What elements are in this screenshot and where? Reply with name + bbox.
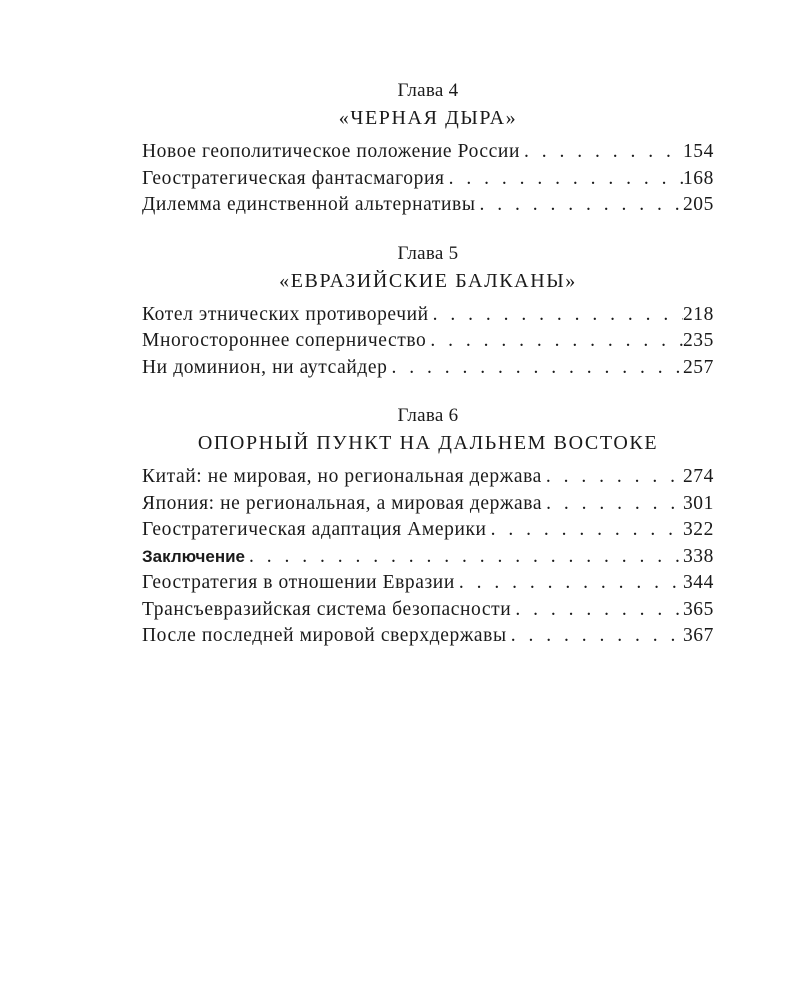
chapter-6 — [142, 403, 714, 650]
toc-entry — [142, 302, 714, 329]
toc-entry-title: Геостратегия в отношении Евразии — [142, 572, 455, 593]
chapter-label: Глава 5 — [397, 242, 459, 264]
chapter-title: ОПОРНЫЙ ПУНКТ НА ДАЛЬНЕМ ВОСТОКЕ — [197, 432, 659, 454]
toc-entry — [142, 570, 714, 597]
toc-entry-page: 168 — [682, 167, 714, 189]
dot-leader — [445, 166, 683, 193]
chapter-5 — [142, 241, 714, 382]
toc-entry — [142, 597, 714, 624]
toc-entry-title: Ни доминион, ни аутсайдер — [142, 356, 388, 378]
dot-leader — [455, 570, 683, 597]
toc-entry-page: 218 — [682, 303, 714, 325]
dot-leader — [476, 192, 683, 219]
toc-entry-page: 338 — [682, 545, 714, 567]
chapter-4 — [142, 78, 714, 219]
dot-leader — [542, 464, 683, 491]
toc-entry — [142, 139, 714, 166]
dot-leader — [542, 491, 683, 518]
dot-leader — [507, 623, 683, 650]
dot-leader — [426, 328, 683, 355]
toc-entry-title: Геостратегическая адаптация Америки — [142, 519, 487, 540]
toc-entry-page: 154 — [682, 141, 714, 162]
toc-entry-page: 205 — [682, 194, 714, 215]
toc-entry-page: 322 — [682, 519, 714, 540]
toc-entry — [142, 491, 714, 518]
toc-entry-title: Япония: не региональная, а мировая держава — [142, 492, 543, 514]
toc-entry — [142, 166, 714, 193]
toc-entry-title: Дилемма единственной альтернативы — [142, 194, 476, 215]
toc-entry — [142, 623, 714, 650]
chapter-title: «ЧЕРНАЯ ДЫРА» — [338, 107, 518, 129]
toc-entry-conclusion — [142, 544, 714, 571]
toc-entry — [142, 192, 714, 219]
dot-leader — [487, 517, 683, 544]
toc-entry-page: 235 — [682, 330, 714, 351]
toc-entry — [142, 464, 714, 491]
toc-entry-page: 367 — [682, 625, 714, 646]
dot-leader — [511, 597, 683, 624]
toc-entry-page: 257 — [682, 356, 714, 378]
toc-entry-title: Трансъевразийская система безопасности — [142, 598, 512, 620]
dot-leader — [429, 302, 683, 329]
toc-entry-title: Заключение — [142, 546, 245, 566]
dot-leader — [520, 139, 683, 166]
toc-entry-page: 301 — [682, 492, 714, 514]
chapter-label: Глава 4 — [397, 80, 459, 101]
toc-entry — [142, 517, 714, 544]
chapter-title: «ЕВРАЗИЙСКИЕ БАЛКАНЫ» — [279, 269, 577, 292]
dot-leader — [388, 355, 683, 382]
chapter-label: Глава 6 — [397, 405, 459, 426]
toc-entry-title: Многостороннее соперничество — [142, 330, 427, 351]
toc-entry-title: После последней мировой сверхдержавы — [142, 625, 507, 646]
toc-entry-title: Новое геополитическое положение России — [142, 141, 520, 162]
toc-entry — [142, 355, 714, 382]
table-of-contents — [142, 78, 714, 672]
toc-entry-title: Китай: не мировая, но региональная держава — [142, 466, 542, 487]
toc-entry-page: 365 — [682, 598, 714, 620]
toc-entry-page: 344 — [682, 572, 714, 593]
toc-entry-page: 274 — [682, 466, 714, 487]
toc-entry — [142, 328, 714, 355]
toc-entry-title: Котел этнических противоречий — [142, 303, 429, 325]
dot-leader — [245, 544, 683, 571]
toc-entry-title: Геостратегическая фантасмагория — [142, 167, 445, 189]
